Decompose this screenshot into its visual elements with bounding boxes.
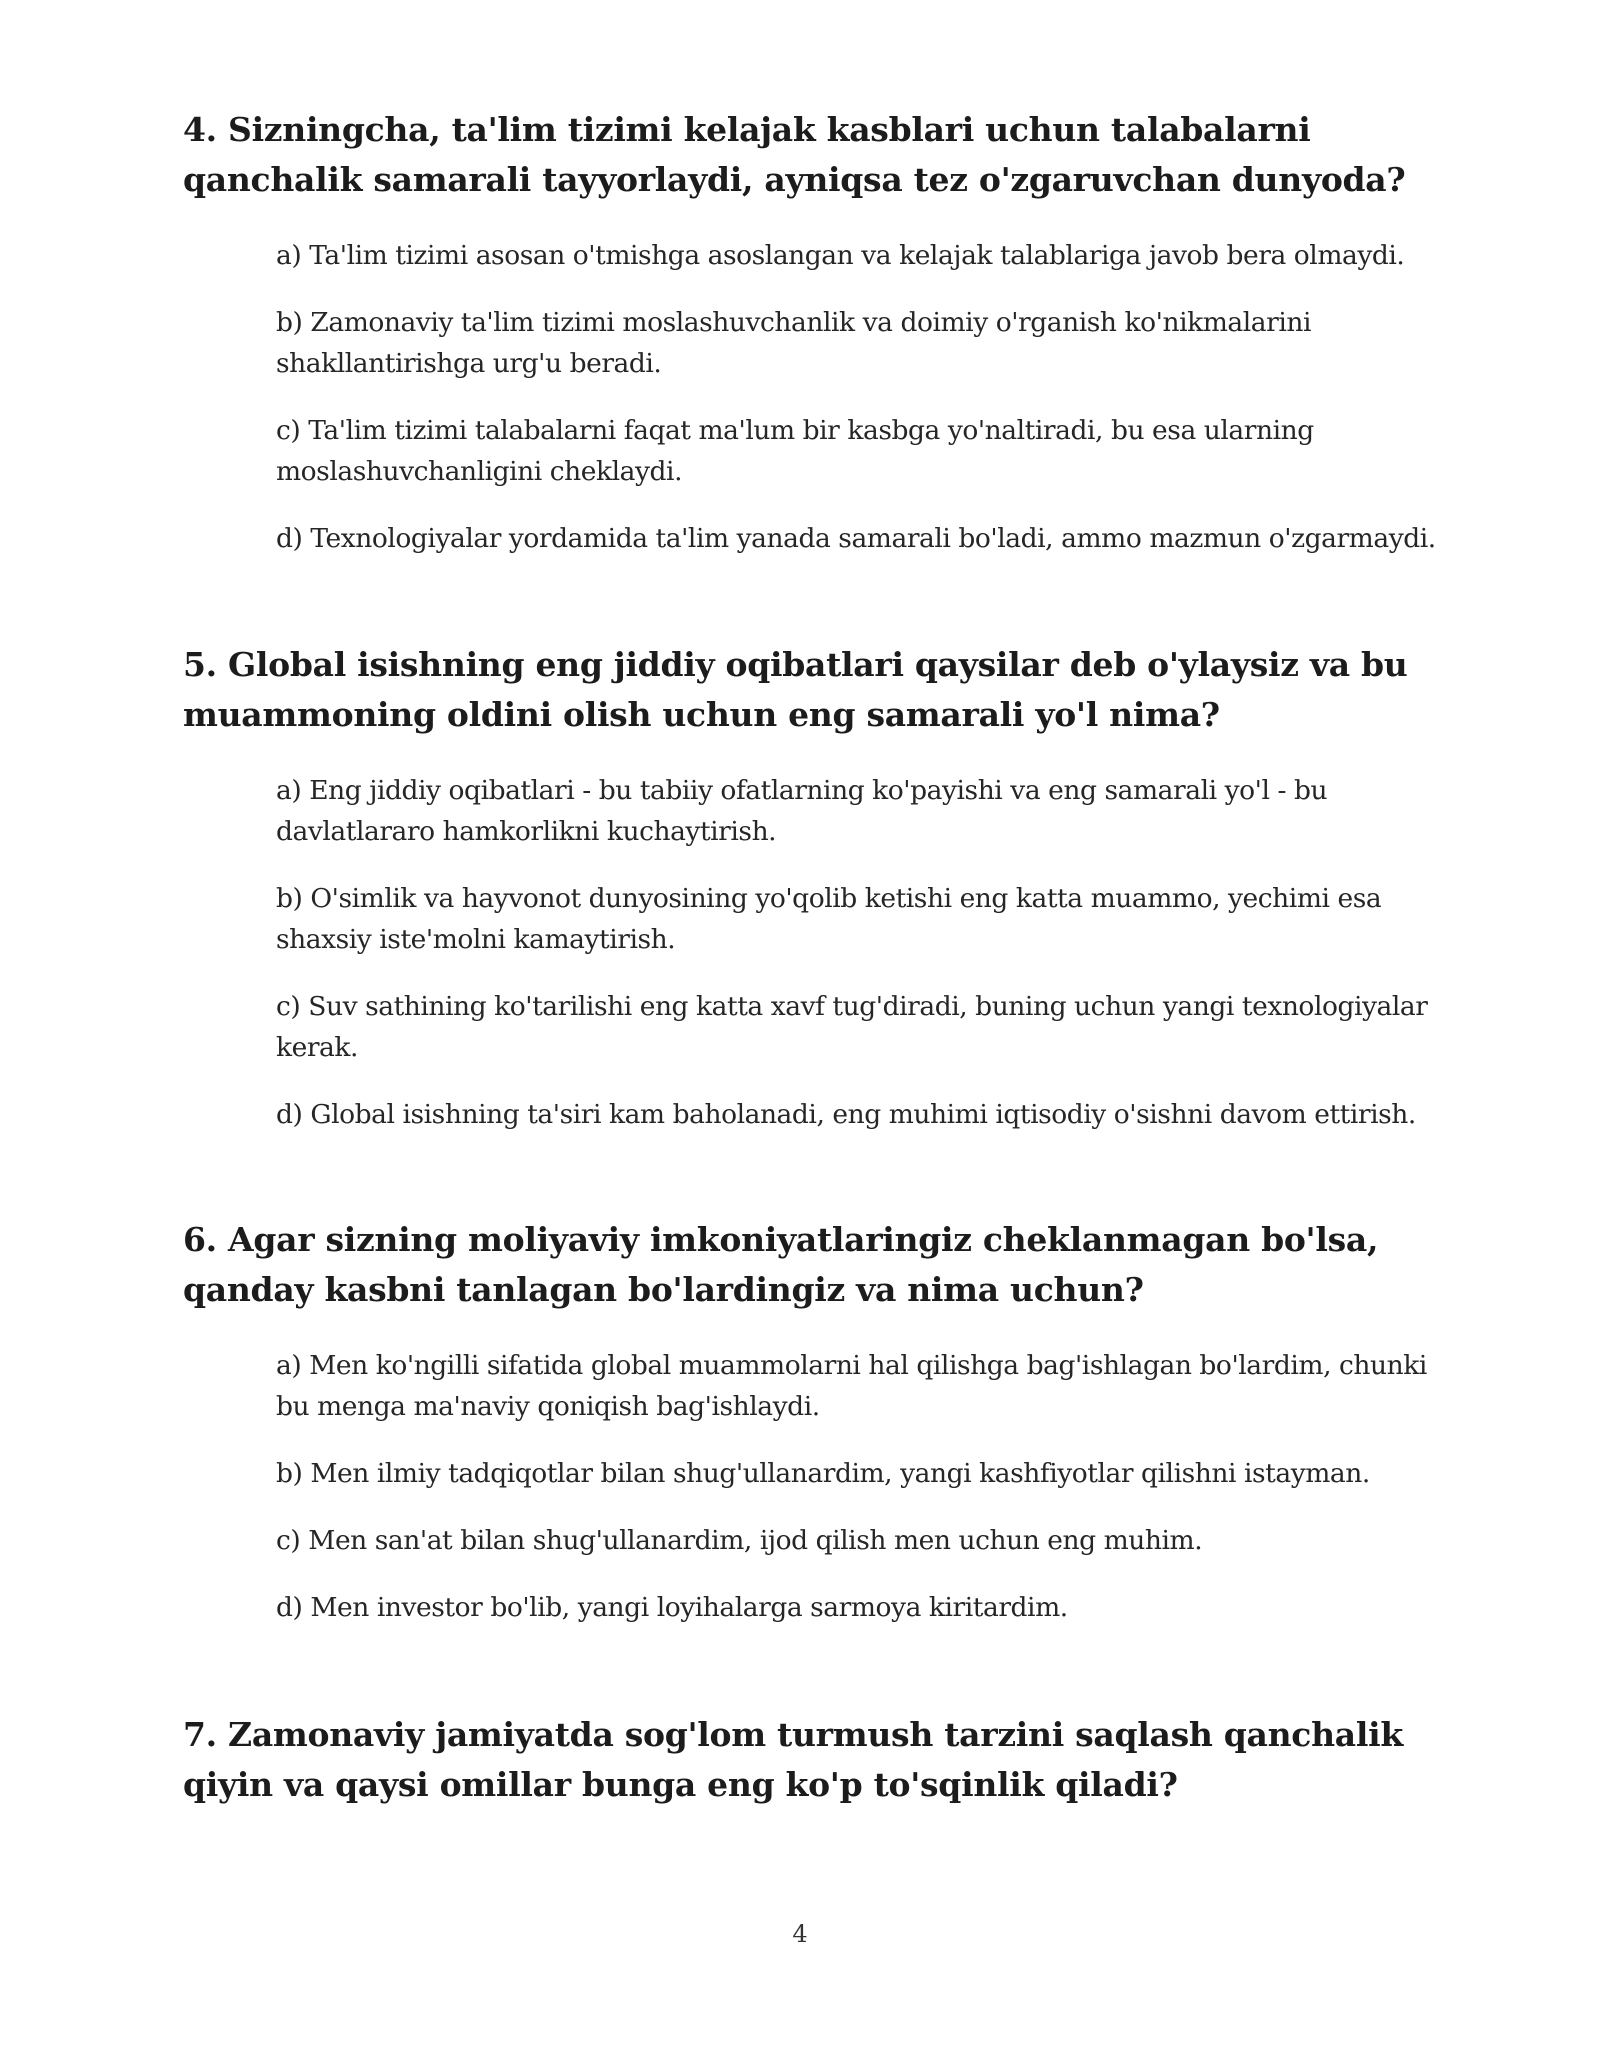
question-title: 7. Zamonaviy jamiyatda sog'lom turmush tarzini saqlash qanchalik qiyin va qaysi omillar bunga eng ko'p to'sqinlik qiladi? bbox=[183, 1715, 1403, 1804]
option-b: b) Men ilmiy tadqiqotlar bilan shug'ullanardim, yangi kashfiyotlar qilishni istayman. bbox=[276, 1458, 1370, 1489]
question-title: 5. Global isishning eng jiddiy oqibatlari qaysilar deb o'ylaysiz va bu muammoning oldini olish uchun eng samarali yo'l nima? bbox=[183, 645, 1408, 734]
option-b: b) O'simlik va hayvonot dunyosining yo'qolib ketishi eng katta muammo, yechimi esa shaxsiy iste'molni kamaytirish. bbox=[276, 883, 1382, 955]
answer-options bbox=[276, 235, 1436, 559]
question-5 bbox=[183, 640, 1473, 1135]
question-title: 4. Sizningcha, ta'lim tizimi kelajak kasblari uchun talabalarni qanchalik samarali tayyorlaydi, ayniqsa tez o'zgaruvchan dunyoda? bbox=[183, 110, 1406, 199]
answer-options bbox=[276, 770, 1436, 1135]
question-title: 6. Agar sizning moliyaviy imkoniyatlaringiz cheklanmagan bo'lsa, qanday kasbni tanlagan bo'lardingiz va nima uchun? bbox=[183, 1220, 1379, 1309]
option-a: a) Eng jiddiy oqibatlari - bu tabiiy ofatlarning ko'payishi va eng samarali yo'l - bu davlatlararo hamkorlikni kuchaytirish. bbox=[276, 775, 1328, 847]
answer-options bbox=[276, 1345, 1436, 1628]
option-c: c) Men san'at bilan shug'ullanardim, ijod qilish men uchun eng muhim. bbox=[276, 1525, 1203, 1556]
option-b: b) Zamonaviy ta'lim tizimi moslashuvchanlik va doimiy o'rganish ko'nikmalarini shakllantirishga urg'u beradi. bbox=[276, 307, 1311, 379]
question-6 bbox=[183, 1215, 1473, 1628]
question-4 bbox=[183, 105, 1473, 559]
option-a: a) Men ko'ngilli sifatida global muammolarni hal qilishga bag'ishlagan bo'lardim, chunki bu menga ma'naviy qoniqish bag'ishlaydi. bbox=[276, 1350, 1427, 1422]
option-a: a) Ta'lim tizimi asosan o'tmishga asoslangan va kelajak talablariga javob bera olmaydi. bbox=[276, 240, 1405, 271]
option-c: c) Ta'lim tizimi talabalarni faqat ma'lum bir kasbga yo'naltiradi, bu esa ularning moslashuvchanligini cheklaydi. bbox=[276, 415, 1314, 487]
option-d: d) Texnologiyalar yordamida ta'lim yanada samarali bo'ladi, ammo mazmun o'zgarmaydi. bbox=[276, 523, 1436, 554]
option-c: c) Suv sathining ko'tarilishi eng katta xavf tug'diradi, buning uchun yangi texnologiyalar kerak. bbox=[276, 991, 1428, 1063]
option-d: d) Global isishning ta'siri kam baholanadi, eng muhimi iqtisodiy o'sishni davom ettirish. bbox=[276, 1099, 1416, 1130]
option-d: d) Men investor bo'lib, yangi loyihalarga sarmoya kiritardim. bbox=[276, 1592, 1068, 1623]
page-number: 4 bbox=[792, 1920, 808, 1948]
question-7 bbox=[183, 1710, 1473, 1810]
